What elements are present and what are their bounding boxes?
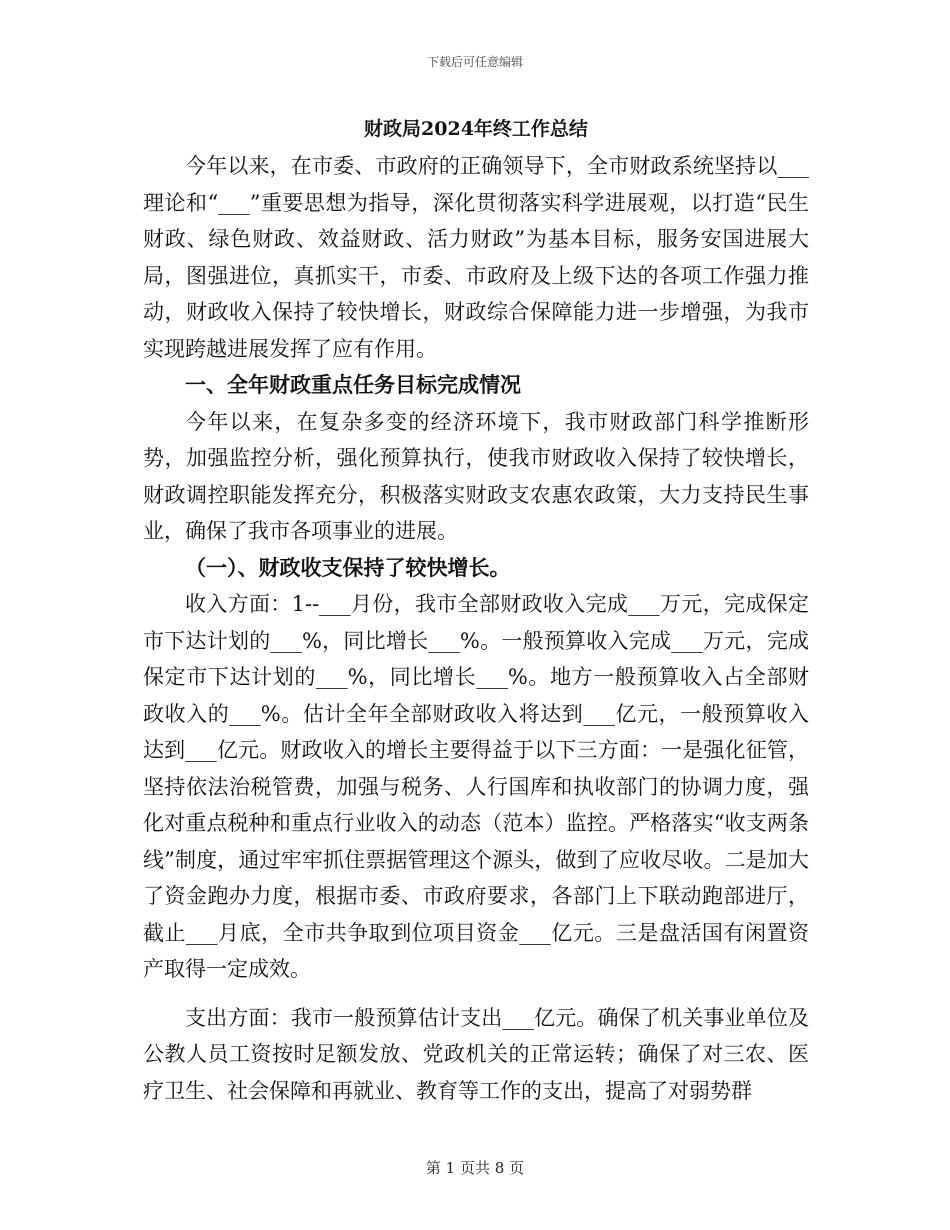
header-note: 下载后可任意编辑 [426, 55, 523, 69]
subsection-heading-1: （一）、财政收支保持了较快增长。 [185, 554, 511, 580]
page-number: 第 1 页共 8 页 [425, 1159, 525, 1177]
section-1-paragraph: 今年以来，在复杂多变的经济环境下，我市财政部门科学推断形势，加强监控分析，强化预算执行，使我市财政收入保持了较快增长，财政调控职能发挥充分，积极落实财政支农惠农政策，大力支持民生事业，确保了我市各项事业的进展。 [143, 409, 809, 543]
document-title: 财政局2024年终工作总结 [364, 118, 588, 140]
document-body [143, 112, 809, 1109]
income-paragraph: 收入方面：1--___月份，我市全部财政收入完成___万元，完成保定市下达计划的___%，同比增长___%。一般预算收入完成___万元，完成保定市下达计划的___%，同比增长___%。地方一般预算收入占全部财政收入的___%。估计全年全部财政收入将达到___亿元，一般预算收入达到___亿元。财政收入的增长主要得益于以下三方面：一是强化征管，坚持依法治税管费，加强与税务、人行国库和执收部门的协调力度，强化对重点税种和重点行业收入的动态（范本）监控。严格落实“收支两条线”制度，通过牢牢抓住票据管理这个源头，做到了应收尽收。二是加大了资金跑办力度，根据市委、市政府要求，各部门上下联动跑部进厅，截止___月底，全市共争取到位项目资金___亿元。三是盘活国有闲置资产取得一定成效。 [143, 592, 809, 981]
section-heading-1: 一、全年财政重点任务目标完成情况 [185, 372, 521, 397]
expenditure-paragraph: 支出方面：我市一般预算估计支出___亿元。确保了机关事业单位及公教人员工资按时足额发放、党政机关的正常运转；确保了对三农、医疗卫生、社会保障和再就业、教育等工作的支出，提高了对弱势群 [143, 1005, 809, 1103]
intro-paragraph: 今年以来，在市委、市政府的正确领导下，全市财政系统坚持以___理论和“___”重要思想为指导，深化贯彻落实科学进展观，以打造“民生财政、绿色财政、效益财政、活力财政”为基本目标，服务安国进展大局，图强进位，真抓实干，市委、市政府及上级下达的各项工作强力推动，财政收入保持了较快增长，财政综合保障能力进一步增强，为我市实现跨越进展发挥了应有作用。 [143, 154, 809, 361]
